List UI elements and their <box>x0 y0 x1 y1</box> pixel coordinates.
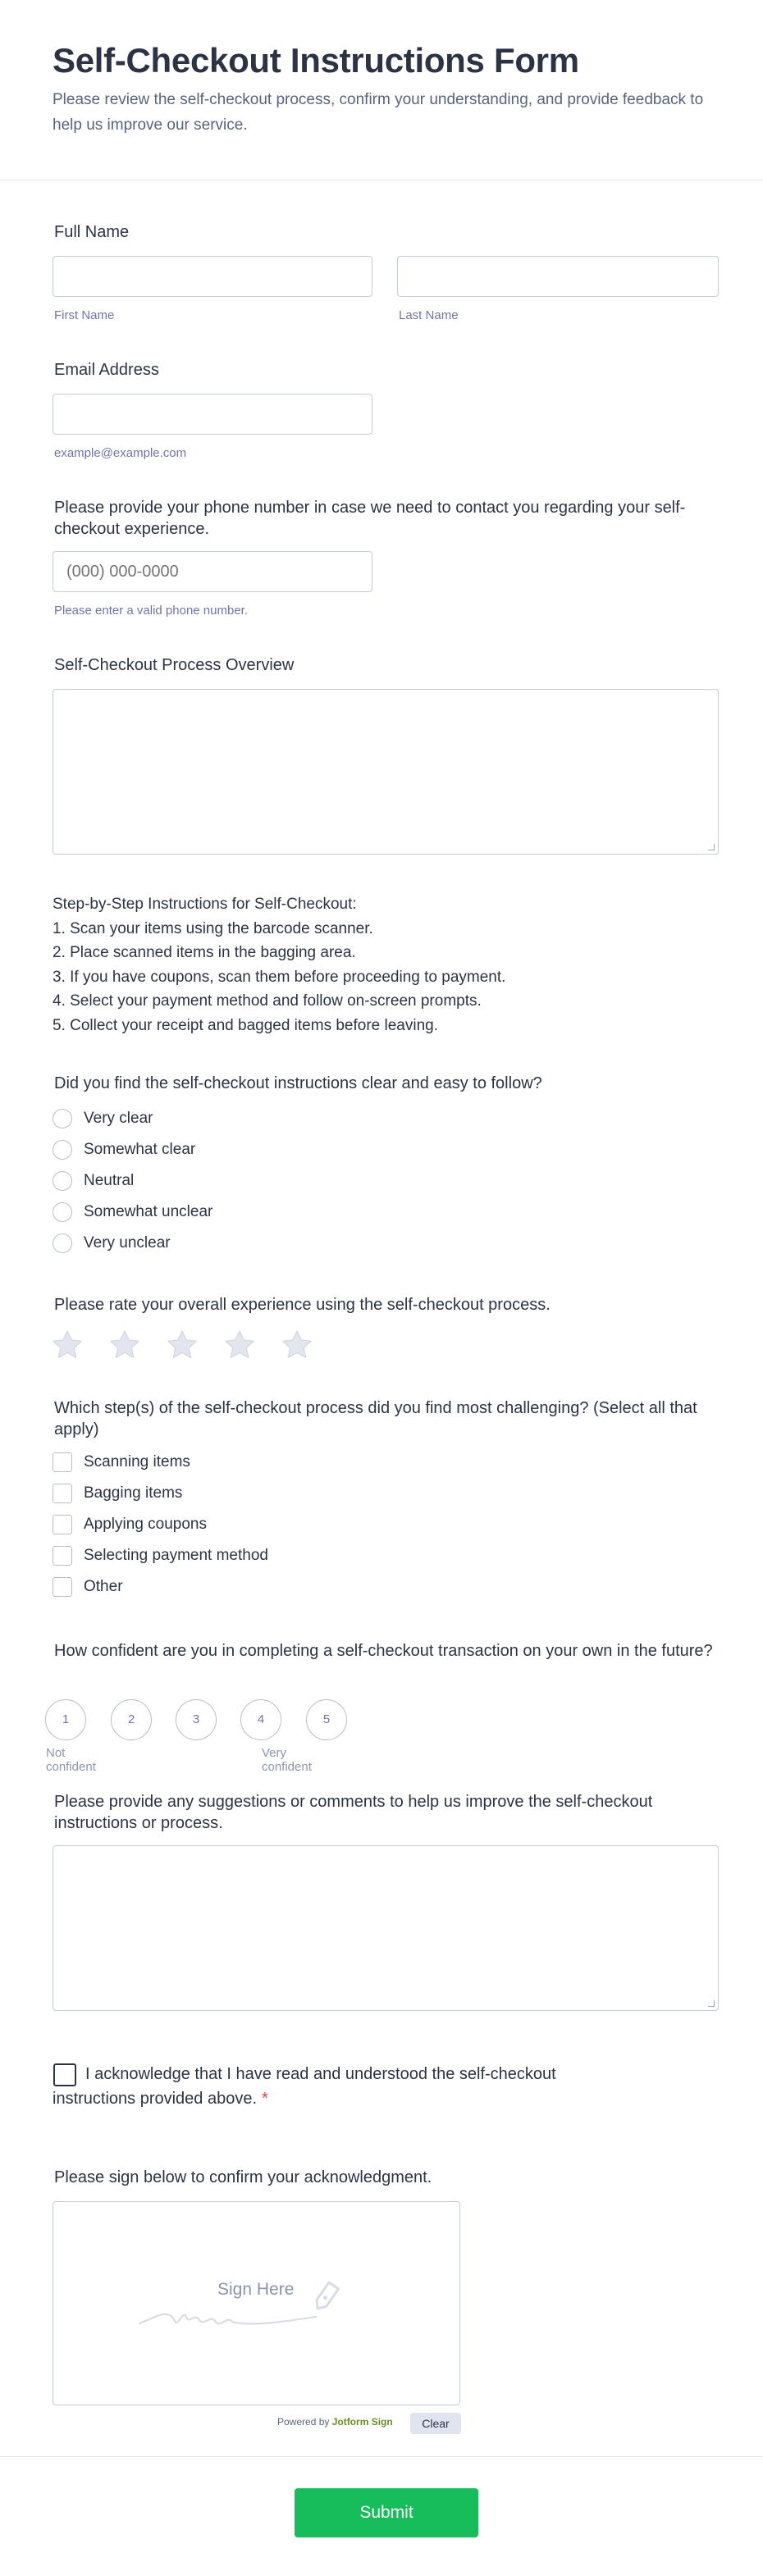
star-rating <box>51 1329 313 1361</box>
instruction-step: 5. Collect your receipt and bagged items before leaving. <box>53 1016 438 1034</box>
acknowledge-label <box>53 2062 627 2111</box>
checkbox-option-coupons[interactable] <box>53 1513 207 1536</box>
form-header <box>0 0 763 180</box>
suggestions-label: Please provide any suggestions or comments to help us improve the self-checkout instructions or process. <box>54 1793 653 1832</box>
radio-button[interactable] <box>53 1233 72 1253</box>
instructions-block <box>53 892 505 1037</box>
jotform-sign-link[interactable]: Jotform Sign <box>331 2416 393 2428</box>
instruction-step: 3. If you have coupons, scan them before proceeding to payment. <box>53 968 506 986</box>
checkbox[interactable] <box>53 1577 72 1597</box>
powered-by <box>277 2416 393 2428</box>
instruction-step: 2. Place scanned items in the bagging area. <box>53 944 356 961</box>
radio-button[interactable] <box>53 1140 72 1160</box>
overview-label: Self-Checkout Process Overview <box>54 656 295 674</box>
footer-divider <box>0 2456 763 2457</box>
instruction-step: 4. Select your payment method and follow on-screen prompts. <box>53 992 482 1010</box>
radio-button[interactable] <box>53 1202 72 1222</box>
checkbox-option-payment[interactable] <box>53 1544 268 1567</box>
scale-option-1[interactable]: 1 <box>45 1699 86 1740</box>
last-name-input[interactable] <box>397 256 719 297</box>
radio-label: Very unclear <box>84 1234 171 1252</box>
phone-label: Please provide your phone number in case we need to contact you regarding your self-checkout experience. <box>54 499 686 538</box>
checkbox-option-bagging[interactable] <box>53 1482 182 1505</box>
submit-button[interactable]: Submit <box>295 2488 478 2537</box>
checkbox[interactable] <box>53 1484 72 1503</box>
resize-handle-icon[interactable] <box>708 844 715 850</box>
checkbox-label: Applying coupons <box>84 1516 207 1533</box>
radio-label: Somewhat clear <box>84 1141 196 1158</box>
checkbox-label: Scanning items <box>84 1453 190 1470</box>
star-icon[interactable] <box>281 1329 313 1361</box>
checkbox[interactable] <box>53 1546 72 1566</box>
scale-high-label: Very confident <box>262 1746 312 1774</box>
first-name-input[interactable] <box>53 256 372 297</box>
required-mark: * <box>262 2090 268 2108</box>
clear-signature-button[interactable]: Clear <box>410 2413 461 2434</box>
first-name-sublabel: First Name <box>54 308 115 322</box>
checkbox-option-scanning[interactable] <box>53 1451 190 1474</box>
email-label: Email Address <box>54 361 159 379</box>
radio-option-very-clear[interactable] <box>53 1107 153 1130</box>
email-sublabel: example@example.com <box>54 446 187 460</box>
radio-option-somewhat-clear[interactable] <box>53 1138 195 1161</box>
star-icon[interactable] <box>223 1329 256 1361</box>
signature-placeholder: Sign Here <box>217 2280 295 2299</box>
powered-prefix: Powered by <box>277 2416 330 2428</box>
signature-pad[interactable] <box>53 2201 460 2405</box>
radio-label: Somewhat unclear <box>84 1203 213 1220</box>
challenging-label: Which step(s) of the self-checkout process did you find most challenging? (Select all that apply) <box>54 1399 697 1438</box>
checkbox[interactable] <box>53 1515 72 1534</box>
checkbox-label: Bagging items <box>84 1484 183 1502</box>
overview-textarea[interactable] <box>53 689 719 855</box>
suggestions-textarea[interactable] <box>53 1845 719 2011</box>
radio-option-very-unclear[interactable] <box>53 1232 171 1255</box>
checkbox-option-other[interactable] <box>53 1575 123 1598</box>
checkbox[interactable] <box>53 1452 72 1472</box>
radio-label: Very clear <box>84 1110 153 1127</box>
email-input[interactable] <box>53 394 372 435</box>
scale-option-5[interactable]: 5 <box>306 1699 347 1740</box>
form-title: Self-Checkout Instructions Form <box>53 41 579 80</box>
radio-option-somewhat-unclear[interactable] <box>53 1201 212 1224</box>
star-icon[interactable] <box>51 1329 84 1361</box>
phone-sublabel: Please enter a valid phone number. <box>54 604 248 618</box>
radio-label: Neutral <box>84 1172 135 1189</box>
scale-option-3[interactable]: 3 <box>176 1699 217 1740</box>
star-icon[interactable] <box>108 1329 141 1361</box>
radio-option-neutral[interactable] <box>53 1169 134 1192</box>
scale-option-2[interactable]: 2 <box>111 1699 152 1740</box>
acknowledge-text: I acknowledge that I have read and understood the self-checkout instructions provided above. <box>53 2065 556 2108</box>
signature-label: Please sign below to confirm your acknowledgment. <box>54 2168 432 2186</box>
radio-button[interactable] <box>53 1171 72 1191</box>
checkbox-label: Selecting payment method <box>84 1547 268 1564</box>
clarity-label: Did you find the self-checkout instructions clear and easy to follow? <box>54 1074 542 1092</box>
radio-button[interactable] <box>53 1109 72 1128</box>
resize-handle-icon[interactable] <box>708 2000 715 2007</box>
last-name-sublabel: Last Name <box>399 308 459 322</box>
rating-label: Please rate your overall experience using the self-checkout process. <box>54 1296 551 1314</box>
form-subtitle: Please review the self-checkout process, confirm your understanding, and provide feedback to help us improve our service. <box>53 91 704 134</box>
instruction-step: 1. Scan your items using the barcode scanner. <box>53 919 373 937</box>
confidence-label: How confident are you in completing a self-checkout transaction on your own in the future? <box>54 1642 713 1660</box>
checkbox-label: Other <box>84 1578 123 1595</box>
scale-option-4[interactable]: 4 <box>240 1699 281 1740</box>
instructions-heading: Step-by-Step Instructions for Self-Checkout: <box>53 896 357 913</box>
star-icon[interactable] <box>166 1329 199 1361</box>
full-name-label: Full Name <box>54 223 130 241</box>
phone-input[interactable] <box>53 551 372 592</box>
scale-low-label: Not confident <box>46 1746 96 1774</box>
